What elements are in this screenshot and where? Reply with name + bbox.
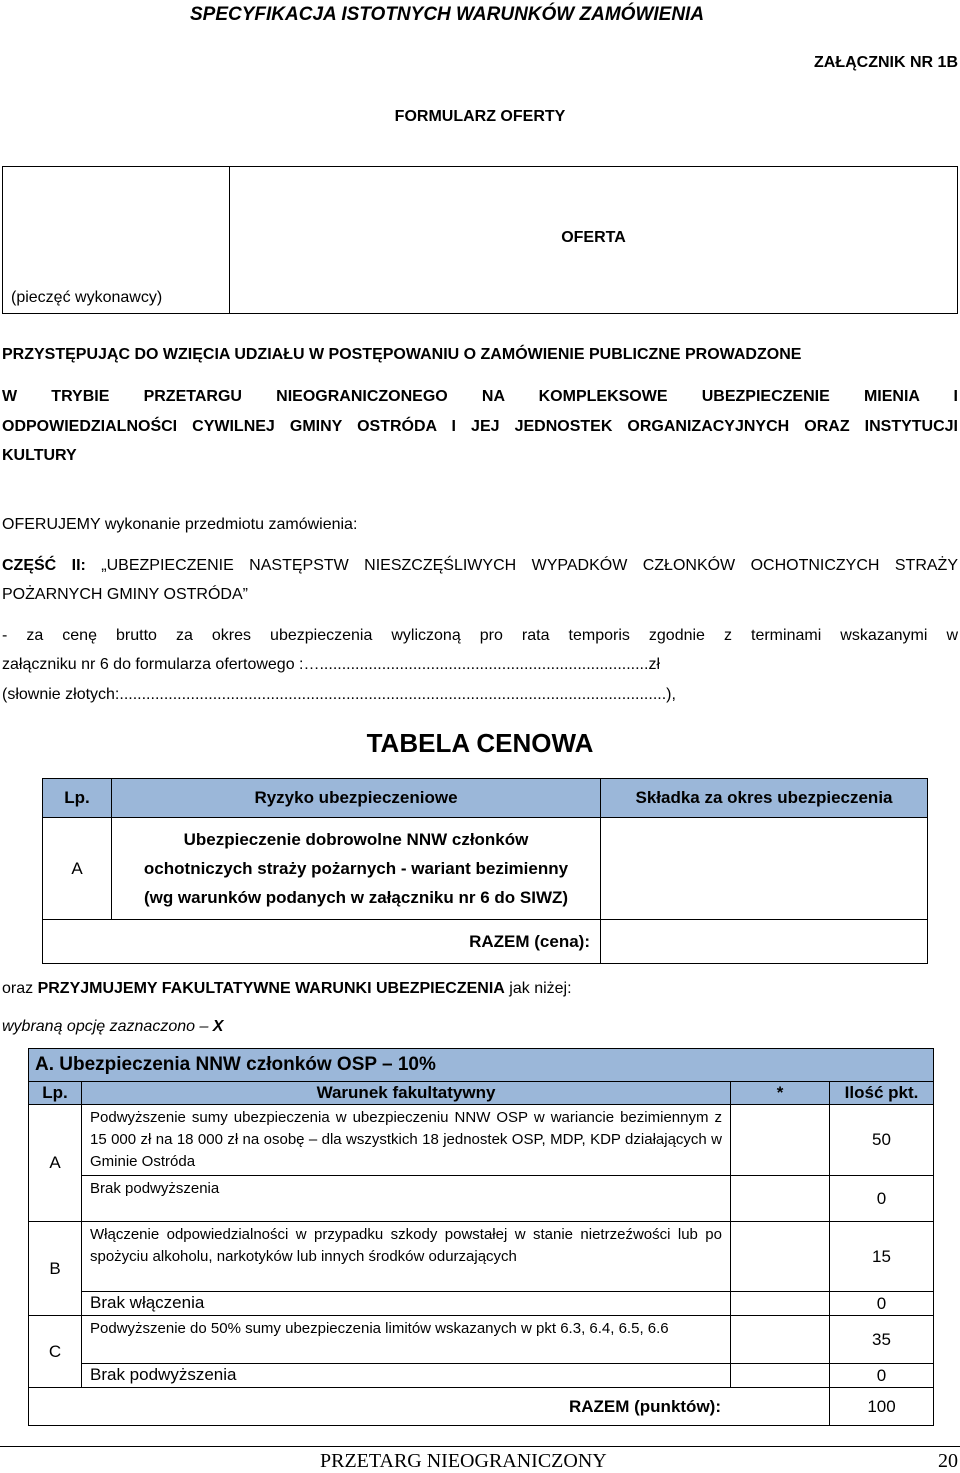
opt-mark-cell[interactable]	[731, 1292, 830, 1316]
opt-desc: Brak podwyższenia	[82, 1176, 731, 1222]
opt-mark-cell[interactable]	[731, 1176, 830, 1222]
optional-table-title: A. Ubezpieczenia NNW członków OSP – 10%	[29, 1049, 934, 1082]
price-line-1: - za cenę brutto za okres ubezpieczenia wyliczoną pro rata temporis zgodnie z terminami wskazanymi w	[2, 627, 958, 644]
option-mark: X	[212, 1018, 224, 1035]
price-table	[42, 778, 928, 964]
row-desc-line-1: Ubezpieczenie dobrowolne NNW członków	[183, 830, 529, 849]
opt-desc: Brak włączenia	[82, 1292, 731, 1316]
footer-divider	[0, 1446, 960, 1447]
opt-row	[29, 1292, 934, 1316]
accept-line	[2, 980, 958, 998]
option-note-text: wybraną opcję zaznaczono –	[2, 1018, 213, 1035]
intro-line-2: W TRYBIE PRZETARGU NIEOGRANICZONEGO NA KOMPLEKSOWE UBEZPIECZENIE MIENIA I	[2, 388, 958, 405]
opt-row	[29, 1222, 934, 1292]
page-number: 20	[938, 1450, 958, 1472]
opt-header-points: Ilość pkt.	[830, 1082, 934, 1105]
header-premium: Składka za okres ubezpieczenia	[601, 779, 928, 818]
opt-points: 0	[830, 1364, 934, 1388]
opt-row	[29, 1316, 934, 1364]
optional-header-row	[29, 1082, 934, 1105]
optional-table	[28, 1048, 934, 1426]
opt-desc: Brak podwyższenia	[82, 1364, 731, 1388]
opt-mark-cell[interactable]	[731, 1222, 830, 1292]
part-line-1	[2, 557, 958, 575]
document-header-title: SPECYFIKACJA ISTOTNYCH WARUNKÓW ZAMÓWIENIA	[190, 4, 705, 25]
premium-input[interactable]	[601, 818, 928, 920]
header-risk: Ryzyko ubezpieczeniowe	[112, 779, 601, 818]
part-title-1: „UBEZPIECZENIE NASTĘPSTW NIESZCZĘŚLIWYCH WYPADKÓW CZŁONKÓW OCHOTNICZYCH STRAŻY	[85, 557, 959, 574]
opt-lp-b: B	[29, 1222, 82, 1316]
offer-line: OFERUJEMY wykonanie przedmiotu zamówienia:	[2, 516, 358, 533]
price-line-3: (słownie złotych:...........................................................................................................................),	[2, 686, 676, 703]
opt-desc: Podwyższenie do 50% sumy ubezpieczenia limitów wskazanych w pkt 6.3, 6.4, 6.5, 6.6	[82, 1316, 731, 1364]
opt-mark-cell[interactable]	[731, 1364, 830, 1388]
annex-label: ZAŁĄCZNIK NR 1B	[814, 54, 958, 71]
intro-line-1: PRZYSTĘPUJĄC DO WZIĘCIA UDZIAŁU W POSTĘPOWANIU O ZAMÓWIENIE PUBLICZNE PROWADZONE	[2, 346, 802, 363]
accept-suffix: jak niżej:	[504, 980, 572, 997]
opt-header-condition: Warunek fakultatywny	[82, 1082, 731, 1105]
footer-title: PRZETARG NIEOGRANICZONY	[320, 1450, 607, 1472]
opt-desc: Podwyższenie sumy ubezpieczenia w ubezpieczeniu NNW OSP w wariancie bezimiennym z 15 000 zł na 18 000 zł na osobę – dla wszystkich 18 jednostek OSP, MDP, KDP działających w Gminie Ostróda	[82, 1105, 731, 1176]
optional-title-row	[29, 1049, 934, 1082]
offer-box	[230, 166, 958, 314]
opt-row	[29, 1105, 934, 1176]
opt-desc: Włączenie odpowiedzialności w przypadku szkody powstałej w stanie nietrzeźwości lub po spożyciu alkoholu, narkotyków lub innych środków odurzających	[82, 1222, 731, 1292]
row-lp: A	[43, 818, 112, 920]
row-desc-line-2: ochotniczych straży pożarnych - wariant bezimienny	[143, 859, 569, 878]
price-total-row	[43, 920, 928, 964]
form-title: FORMULARZ OFERTY	[394, 108, 566, 125]
opt-lp-a: A	[29, 1105, 82, 1222]
price-table-header	[43, 779, 928, 818]
price-total-input[interactable]	[601, 920, 928, 964]
header-lp: Lp.	[43, 779, 112, 818]
opt-mark-cell[interactable]	[731, 1105, 830, 1176]
opt-row	[29, 1176, 934, 1222]
price-table-title: TABELA CENOWA	[366, 728, 594, 758]
price-total-label: RAZEM (cena):	[43, 920, 601, 964]
opt-points: 15	[830, 1222, 934, 1292]
intro-line-4: KULTURY	[2, 447, 77, 464]
opt-points: 35	[830, 1316, 934, 1364]
price-table-row	[43, 818, 928, 920]
opt-total-row	[29, 1388, 934, 1426]
opt-points: 0	[830, 1176, 934, 1222]
accept-bold: PRZYJMUJEMY FAKULTATYWNE WARUNKI UBEZPIECZENIA	[37, 980, 505, 997]
price-line-2: załączniku nr 6 do formularza ofertowego :…..........................................................................zł	[2, 656, 660, 673]
opt-points: 0	[830, 1292, 934, 1316]
opt-total-label: RAZEM (punktów):	[29, 1388, 830, 1426]
row-desc-line-3: (wg warunków podanych w załączniku nr 6 do SIWZ)	[143, 888, 569, 907]
opt-header-lp: Lp.	[29, 1082, 82, 1105]
accept-prefix: oraz	[2, 980, 38, 997]
opt-total-value: 100	[830, 1388, 934, 1426]
seal-label: (pieczęć wykonawcy)	[11, 289, 163, 306]
opt-points: 50	[830, 1105, 934, 1176]
row-description	[112, 818, 601, 920]
opt-mark-cell[interactable]	[731, 1316, 830, 1364]
offer-label: OFERTA	[561, 229, 626, 246]
part-line-2: POŻARNYCH GMINY OSTRÓDA”	[2, 586, 248, 603]
opt-lp-c: C	[29, 1316, 82, 1388]
seal-box	[2, 166, 230, 314]
opt-row	[29, 1364, 934, 1388]
opt-header-mark: *	[731, 1082, 830, 1105]
part-label: CZĘŚĆ II:	[2, 557, 86, 574]
intro-line-3: ODPOWIEDZIALNOŚCI CYWILNEJ GMINY OSTRÓDA I JEJ JEDNOSTEK ORGANIZACYJNYCH ORAZ INSTYTUCJI	[2, 418, 958, 435]
option-note	[2, 1018, 958, 1036]
